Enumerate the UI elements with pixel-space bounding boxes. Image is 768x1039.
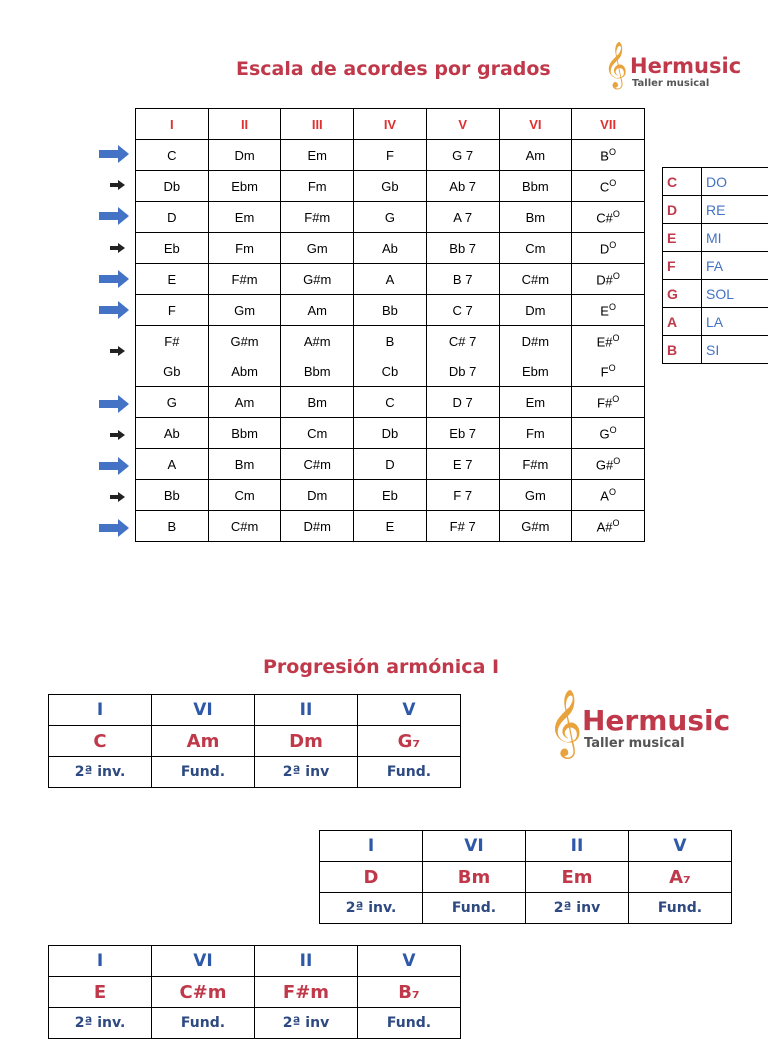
note-letter: D (663, 196, 702, 224)
chord-cell: G 7 (426, 140, 499, 171)
chord-cell: C 7 (426, 295, 499, 326)
diminished-mark: O (609, 178, 616, 188)
chord-cell: E (354, 511, 427, 542)
chord-cell: B₇ (358, 977, 461, 1008)
chord-cell: Bbm (208, 418, 281, 449)
chord-cell: Eb (136, 233, 209, 264)
note-solfege: LA (702, 308, 768, 336)
chord-cell: Ab 7 (426, 171, 499, 202)
table-row (136, 171, 645, 202)
chord-cell: Dm (208, 140, 281, 171)
progression-table-2 (319, 830, 732, 924)
chord-cell: D (354, 449, 427, 480)
chord-cell: Em (499, 387, 572, 418)
note-solfege: SOL (702, 280, 768, 308)
logo-brand: Hermusic (582, 704, 730, 737)
position-cell: Fund. (358, 757, 461, 788)
chord-cell: F 7 (426, 480, 499, 511)
chord-cell: $D^O$ (572, 233, 645, 264)
page-title: Escala de acordes por grados (236, 58, 551, 80)
chord-cell: Fm (208, 233, 281, 264)
degree-cell: I (49, 695, 152, 726)
table-row (49, 695, 461, 726)
table-row (663, 308, 768, 336)
table-row (136, 233, 645, 264)
chord-cell: D (136, 202, 209, 233)
note-solfege: FA (702, 252, 768, 280)
chord-cell: Eb 7 (426, 418, 499, 449)
degree-header: I (136, 109, 209, 140)
chord-cell: G#$^O$ (572, 449, 645, 480)
table-row (320, 893, 732, 924)
chord-cell: A (354, 264, 427, 295)
diminished-mark: O (613, 333, 620, 343)
table-row (136, 202, 645, 233)
diminished-mark: O (609, 302, 616, 312)
chord-cell: C (49, 726, 152, 757)
chord-cell: $F^O$ (572, 356, 645, 387)
chord-cell: F#m (281, 202, 354, 233)
chord-cell: E (136, 264, 209, 295)
logo-subtitle: Taller musical (632, 78, 709, 89)
logo-subtitle: Taller musical (584, 736, 685, 751)
chord-cell: Fm (499, 418, 572, 449)
table-row (663, 224, 768, 252)
chord-cell: F#m (208, 264, 281, 295)
degree-header: VI (499, 109, 572, 140)
degree-cell: I (49, 946, 152, 977)
chord-cell: Eb (354, 480, 427, 511)
note-solfege: DO (702, 168, 768, 196)
chord-cell: Gb (136, 356, 209, 387)
chord-cell: A#m (281, 326, 354, 357)
chord-cell: $E^O$ (572, 295, 645, 326)
position-cell: 2ª inv. (320, 893, 423, 924)
chord-cell: F (354, 140, 427, 171)
degree-cell: V (358, 946, 461, 977)
diminished-mark: O (613, 209, 620, 219)
chord-cell: B (354, 326, 427, 357)
position-cell: Fund. (358, 1008, 461, 1039)
chord-cell: Gb (354, 171, 427, 202)
hermusic-logo-large (548, 696, 738, 766)
chord-cell: A 7 (426, 202, 499, 233)
diminished-mark: O (609, 147, 616, 157)
chord-cell: Bm (499, 202, 572, 233)
chord-cell: Bb (354, 295, 427, 326)
table-row (136, 264, 645, 295)
degree-cell: II (255, 946, 358, 977)
chord-cell: E#$^O$ (572, 326, 645, 357)
degree-cell: I (320, 831, 423, 862)
position-cell: 2ª inv (255, 757, 358, 788)
table-row (49, 1008, 461, 1039)
chord-cell: Am (281, 295, 354, 326)
chord-cell: Ab (136, 418, 209, 449)
table-row (49, 977, 461, 1008)
chord-cell: Cm (499, 233, 572, 264)
table-row (49, 946, 461, 977)
chord-cell: Db (354, 418, 427, 449)
degree-header: II (208, 109, 281, 140)
chord-cell: $B^O$ (572, 140, 645, 171)
chord-cell: Dm (281, 480, 354, 511)
chord-cell: Gm (499, 480, 572, 511)
table-row (49, 757, 461, 788)
table-row (663, 336, 768, 364)
chord-cell: D#$^O$ (572, 264, 645, 295)
chord-cell: $A^O$ (572, 480, 645, 511)
degree-cell: V (358, 695, 461, 726)
table-row (320, 862, 732, 893)
chord-cell: D#m (499, 326, 572, 357)
table-row (663, 196, 768, 224)
table-row (663, 280, 768, 308)
degree-cell: II (526, 831, 629, 862)
diminished-mark: O (613, 456, 620, 466)
degree-cell: VI (152, 946, 255, 977)
degree-header: VII (572, 109, 645, 140)
note-solfege: MI (702, 224, 768, 252)
chord-cell: Bm (208, 449, 281, 480)
chord-cell: B (136, 511, 209, 542)
degree-cell: VI (152, 695, 255, 726)
chord-cell: Bbm (281, 356, 354, 387)
chord-cell: D 7 (426, 387, 499, 418)
chord-cell: B 7 (426, 264, 499, 295)
diminished-mark: O (610, 425, 617, 435)
degree-header: IV (354, 109, 427, 140)
degree-cell: V (629, 831, 732, 862)
chord-cell: Db (136, 171, 209, 202)
position-cell: 2ª inv. (49, 757, 152, 788)
degree-cell: II (255, 695, 358, 726)
chord-cell: F# (136, 326, 209, 357)
position-cell: Fund. (152, 1008, 255, 1039)
chord-cell: F#m (255, 977, 358, 1008)
chord-cell: G#m (208, 326, 281, 357)
chord-cell: A (136, 449, 209, 480)
chord-cell: Fm (281, 171, 354, 202)
table-row (136, 480, 645, 511)
hermusic-logo (604, 46, 754, 96)
chord-cell: Gm (281, 233, 354, 264)
treble-clef-icon: 𝄞 (548, 688, 582, 757)
chord-cell: A₇ (629, 862, 732, 893)
note-letter: A (663, 308, 702, 336)
treble-clef-icon: 𝄞 (604, 42, 628, 88)
position-cell: 2ª inv. (49, 1008, 152, 1039)
chord-cell: G#m (281, 264, 354, 295)
diminished-mark: O (613, 518, 620, 528)
diminished-mark: O (613, 271, 620, 281)
table-row (136, 418, 645, 449)
chord-cell: Am (152, 726, 255, 757)
chord-cell: Am (208, 387, 281, 418)
chord-cell: A#$^O$ (572, 511, 645, 542)
table-row (136, 140, 645, 171)
note-letter: C (663, 168, 702, 196)
chord-cell: Gm (208, 295, 281, 326)
position-cell: 2ª inv (255, 1008, 358, 1039)
chord-cell: C#m (152, 977, 255, 1008)
chord-cell: Cm (281, 418, 354, 449)
chord-cell: Bb 7 (426, 233, 499, 264)
position-cell: Fund. (152, 757, 255, 788)
chord-cell: C#$^O$ (572, 202, 645, 233)
chord-cell: Em (526, 862, 629, 893)
chord-cell: C#m (281, 449, 354, 480)
chord-cell: Em (281, 140, 354, 171)
diminished-mark: O (609, 240, 616, 250)
table-row (136, 295, 645, 326)
chord-cell: $G^O$ (572, 418, 645, 449)
note-letter: G (663, 280, 702, 308)
chord-cell: Em (208, 202, 281, 233)
note-solfege: SI (702, 336, 768, 364)
progression-table-1 (48, 694, 461, 788)
chord-cell: F#$^O$ (572, 387, 645, 418)
degree-header: III (281, 109, 354, 140)
note-letter: E (663, 224, 702, 252)
note-names-table (662, 167, 768, 364)
chord-cell: Dm (499, 295, 572, 326)
chord-cell: Bb (136, 480, 209, 511)
chord-cell: Ebm (208, 171, 281, 202)
chord-cell: Db 7 (426, 356, 499, 387)
chord-degree-table (135, 108, 645, 542)
degree-cell: VI (423, 831, 526, 862)
chord-cell: Bm (281, 387, 354, 418)
table-row (49, 726, 461, 757)
table-row (136, 326, 645, 357)
table-row (136, 387, 645, 418)
chord-cell: Dm (255, 726, 358, 757)
chord-cell: D#m (281, 511, 354, 542)
diminished-mark: O (609, 487, 616, 497)
note-letter: F (663, 252, 702, 280)
chord-cell: Bbm (499, 171, 572, 202)
chord-cell: G#m (499, 511, 572, 542)
chord-cell: G (354, 202, 427, 233)
table-row (136, 449, 645, 480)
diminished-mark: O (609, 363, 616, 373)
position-cell: Fund. (629, 893, 732, 924)
chord-cell: Bm (423, 862, 526, 893)
note-letter: B (663, 336, 702, 364)
chord-cell: Abm (208, 356, 281, 387)
position-cell: 2ª inv (526, 893, 629, 924)
table-row (663, 252, 768, 280)
diminished-mark: O (612, 394, 619, 404)
logo-brand: Hermusic (630, 54, 741, 78)
chord-cell: C#m (208, 511, 281, 542)
chord-cell: C (136, 140, 209, 171)
note-solfege: RE (702, 196, 768, 224)
chord-cell: Am (499, 140, 572, 171)
chord-cell: E (49, 977, 152, 1008)
table-row (663, 168, 768, 196)
progression-table-3 (48, 945, 461, 1039)
chord-cell: F (136, 295, 209, 326)
chord-cell: Cb (354, 356, 427, 387)
chord-cell: E 7 (426, 449, 499, 480)
table-row (136, 356, 645, 387)
chord-cell: C (354, 387, 427, 418)
chord-cell: D (320, 862, 423, 893)
chord-cell: G₇ (358, 726, 461, 757)
chord-cell: $C^O$ (572, 171, 645, 202)
chord-cell: Ebm (499, 356, 572, 387)
chord-cell: G (136, 387, 209, 418)
table-row (320, 831, 732, 862)
chord-cell: Ab (354, 233, 427, 264)
chord-cell: C# 7 (426, 326, 499, 357)
progression-title: Progresión armónica I (263, 656, 499, 678)
chord-cell: F# 7 (426, 511, 499, 542)
position-cell: Fund. (423, 893, 526, 924)
chord-cell: Cm (208, 480, 281, 511)
degree-header: V (426, 109, 499, 140)
chord-cell: F#m (499, 449, 572, 480)
chord-cell: C#m (499, 264, 572, 295)
table-row (136, 511, 645, 542)
